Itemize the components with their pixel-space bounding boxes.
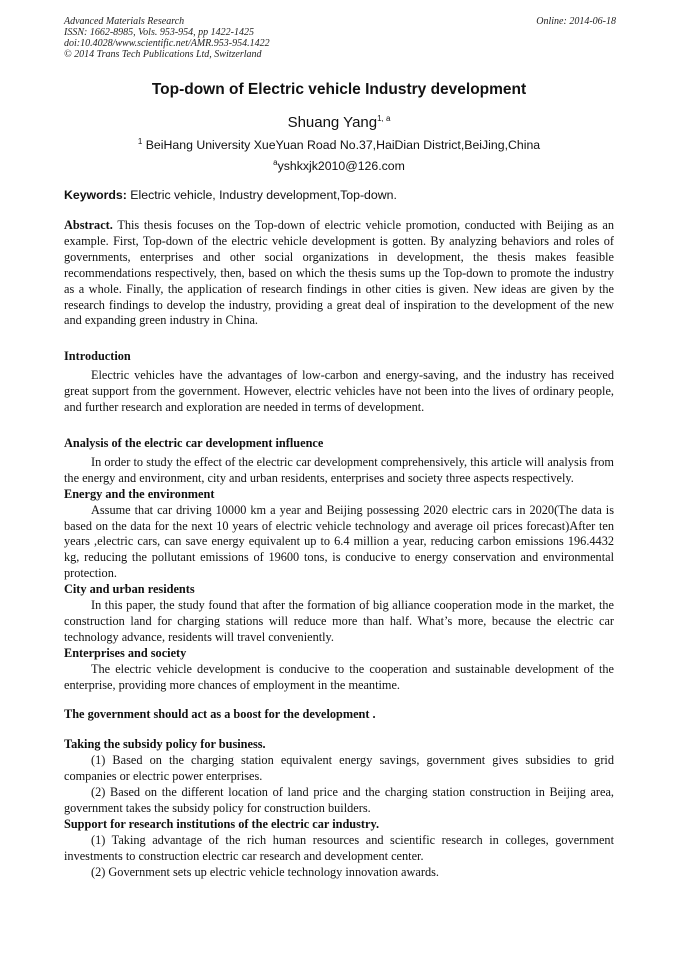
affiliation-sup: 1 (137, 136, 143, 146)
affiliation-line (64, 138, 614, 152)
support-paragraph-2: (2) Government sets up electric vehicle technology innovation awards. (91, 864, 439, 879)
keywords-line (64, 188, 614, 202)
paper-title: Top-down of Electric vehicle Industry development (151, 81, 527, 98)
affiliation-text: BeiHang University XueYuan Road No.37,HaiDian District,BeiJing,China (145, 138, 541, 152)
enterprises-paragraph: The electric vehicle development is conducive to the cooperation and sustainable development of the enterprise, providing more chances of employment in the meantime. (64, 661, 614, 692)
subsidy-paragraph-2: (2) Based on the different location of land price and the charging station construction in Beijing area, government takes the subsidy policy for construction builders. (64, 785, 614, 815)
journal-name: Advanced Materials Research (64, 16, 185, 27)
abstract-paragraph (64, 218, 614, 329)
subheading-energy: Energy and the environment (64, 486, 215, 501)
author-line (64, 114, 614, 131)
subheading-subsidy: Taking the subsidy policy for business. (64, 737, 266, 752)
introduction-paragraph: Electric vehicles have the advantages of low-carbon and energy-saving, and the industry has received great support from the government. However, electric vehicles have not been into the lives of ordinary people, and further research and exploration are needed in terms of development. (64, 368, 614, 415)
keywords-label: Keywords: (64, 188, 127, 202)
section-heading-government: The government should act as a boost for the development . (64, 707, 376, 722)
journal-masthead (64, 16, 616, 60)
journal-copyright: © 2014 Trans Tech Publications Ltd, Switzerland (64, 49, 262, 60)
online-date: Online: 2014-06-18 (536, 16, 616, 27)
author-name: Shuang Yang (287, 114, 378, 131)
keywords-text: Electric vehicle, Industry development,Top-down. (130, 188, 397, 202)
subheading-enterprises: Enterprises and society (64, 645, 187, 660)
support-paragraph-1: (1) Taking advantage of the rich human resources and scientific research in colleges, government investments to construction electric car research and development center. (64, 832, 614, 863)
email-text: yshkxjk2010@126.com (277, 159, 405, 173)
journal-doi: doi:10.4028/www.scientific.net/AMR.953-954.1422 (64, 38, 270, 49)
author-sup: 1, a (377, 114, 391, 123)
abstract-label: Abstract. (64, 218, 113, 232)
section-heading-introduction: Introduction (64, 349, 131, 364)
paper-body (64, 218, 614, 881)
journal-issn: ISSN: 1662-8985, Vols. 953-954, pp 1422-1425 (64, 27, 254, 38)
energy-paragraph: Assume that car driving 10000 km a year and Beijing possessing 2020 electric cars in 2020(The data is based on the data for the next 10 years of electric vehicle technology and average oil prices forecast)After ten years ,electric cars, can save energy equivalent up to 6.4 million a year, reducing carbon emissions 196.4432 kg, reducing the pollutant emissions of 19600 tons, is conducive to energy conservation and environmental protection. (64, 502, 614, 581)
email-line (64, 159, 614, 173)
section-heading-analysis: Analysis of the electric car development influence (64, 435, 324, 450)
analysis-paragraph: In order to study the effect of the electric car development comprehensively, this article will analysis from the energy and environment, city and urban residents, enterprises and society three aspects respectively. (64, 454, 614, 485)
abstract-text: This thesis focuses on the Top-down of electric vehicle promotion, conducted with Beijing as an example. First, Top-down of the electric vehicle development is gotten. By analyzing behaviors and roles of governments, enterprises and other social organizations in development, the thesis makes feasible recommendations respectively, then, based on which the thesis sums up the Top-down to promote the industry as a whole. Finally, the application of research findings in other cities is given. New ideas are given by the research findings to develop the industry, providing a great deal of inspiration to the development of the new and expanding green industry in China. (64, 218, 614, 328)
subheading-city: City and urban residents (64, 582, 195, 597)
city-paragraph: In this paper, the study found that after the formation of big alliance cooperation mode in the market, the construction land for charging stations will reduce more than half. What’s more, because the electric car technology advance, residents will travel conveniently. (64, 598, 614, 644)
subheading-support: Support for research institutions of the electric car industry. (64, 816, 380, 831)
email-sup: a (273, 157, 278, 167)
subsidy-paragraph-1: (1) Based on the charging station equivalent energy savings, government gives subsidies to grid companies or electric power enterprises. (64, 753, 614, 784)
